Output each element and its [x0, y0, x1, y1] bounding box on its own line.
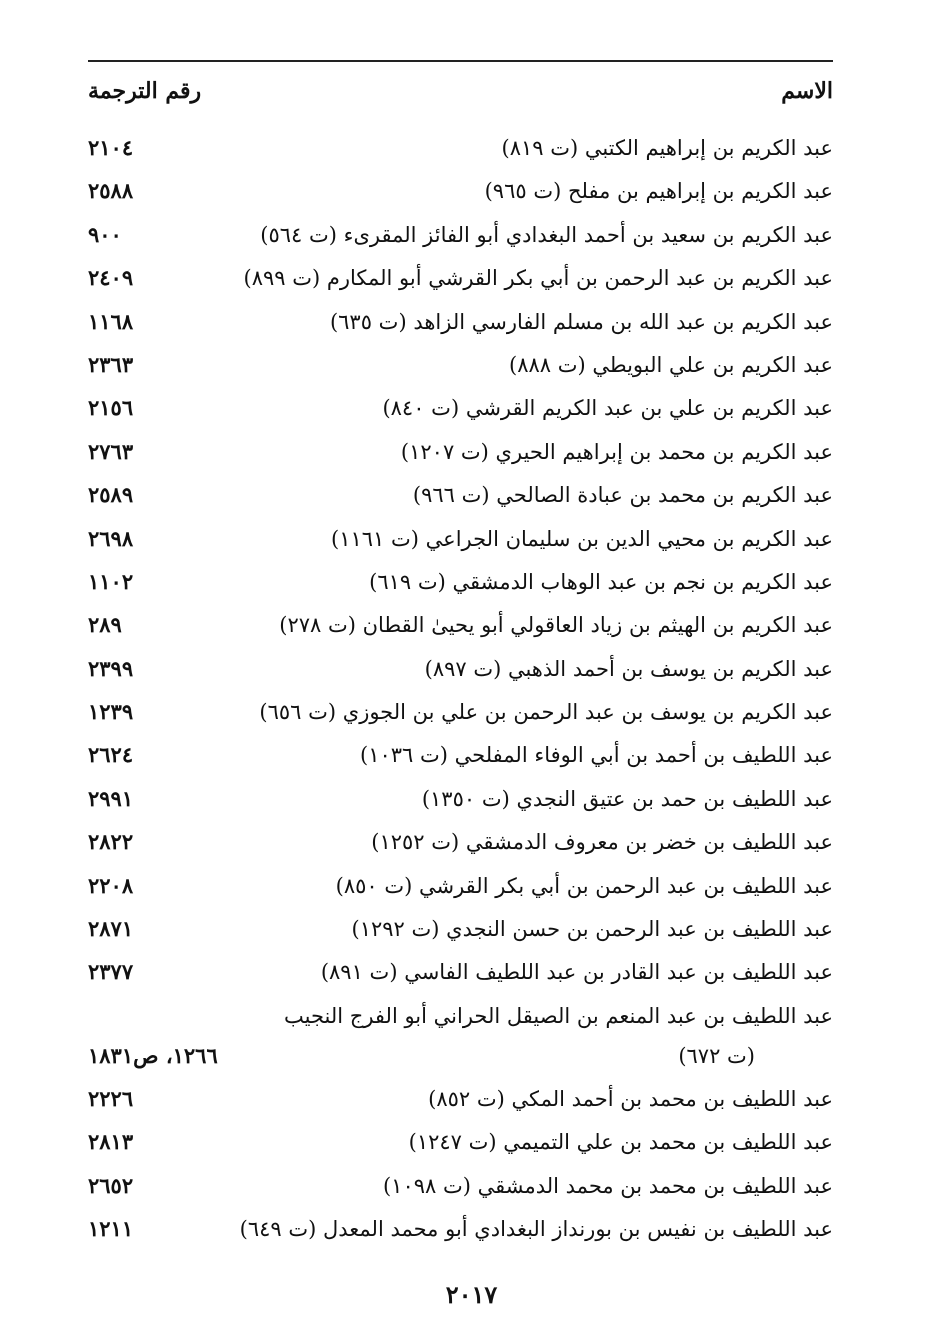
entry-number: ١٢٣٩	[88, 699, 134, 725]
entry-name: عبد اللطيف بن محمد بن علي التميمي (ت ١٢٤٧)	[408, 1130, 833, 1155]
list-item	[88, 1079, 833, 1122]
entry-name: عبد الكريم بن الهيثم بن زياد العاقولي أبو يحيىٰ القطان (ت ٢٧٨)	[279, 613, 833, 638]
entry-name: عبد اللطيف بن خضر بن معروف الدمشقي (ت ١٢٥٢)	[371, 830, 833, 855]
list-item	[88, 1209, 833, 1252]
entry-name: عبد اللطيف بن محمد بن أحمد المكي (ت ٨٥٢)	[428, 1086, 833, 1111]
entry-number: ١٢١١	[88, 1215, 134, 1241]
list-item	[88, 345, 833, 388]
page-number: ٢٠١٧	[445, 1280, 498, 1309]
list-item	[88, 128, 833, 171]
entry-name: عبد الكريم بن يوسف بن أحمد الذهبي (ت ٨٩٧)	[424, 656, 833, 681]
entry-name: عبد الكريم بن محيي الدين بن سليمان الجراعي (ت ١١٦١)	[331, 526, 833, 551]
entry-name: عبد الكريم بن نجم بن عبد الوهاب الدمشقي (ت ٦١٩)	[369, 569, 833, 594]
table-header	[88, 78, 833, 114]
list-item	[88, 692, 833, 735]
entry-number: ٢٥٨٨	[88, 178, 134, 204]
entry-name: عبد الكريم بن عبد الله بن مسلم الفارسي الزاهد (ت ٦٣٥)	[329, 309, 833, 334]
list-item	[88, 822, 833, 865]
entry-name: عبد اللطيف بن حمد بن عتيق النجدي (ت ١٣٥٠)	[421, 786, 833, 811]
entry-name: عبد الكريم بن إبراهيم بن مفلح (ت ٩٦٥)	[484, 179, 833, 204]
list-item	[88, 519, 833, 562]
entry-number: ٢٢٢٦	[88, 1085, 134, 1111]
list-item	[88, 388, 833, 431]
entry-name: عبد اللطيف بن عبد القادر بن عبد اللطيف الفاسي (ت ٨٩١)	[320, 960, 833, 985]
entry-number: ٢٨٧١	[88, 916, 134, 942]
list-item	[88, 1122, 833, 1165]
name-column-header: الاسم	[781, 78, 833, 104]
entry-number: ٢٣٦٣	[88, 351, 134, 377]
entry-number: ١١٦٨	[88, 308, 134, 334]
entry-name: عبد اللطيف بن عبد الرحمن بن حسن النجدي (ت ١٢٩٢)	[351, 917, 833, 942]
entry-name: عبد الكريم بن إبراهيم الكتبي (ت ٨١٩)	[501, 136, 833, 160]
list-item	[88, 475, 833, 518]
entry-name: عبد الكريم بن سعيد بن أحمد البغدادي أبو الفائز المقرىء (ت ٥٦٤)	[260, 222, 833, 247]
list-item	[88, 735, 833, 778]
entry-number: ٢٣٩٩	[88, 655, 134, 681]
entry-number: ٢٦٩٨	[88, 525, 134, 551]
entry-name: عبد الكريم بن عبد الرحمن بن أبي بكر القرشي أبو المكارم (ت ٨٩٩)	[243, 266, 833, 291]
list-item	[88, 1166, 833, 1209]
entry-number: ٢٤٠٩	[88, 265, 134, 291]
entry-number: ٢٢٠٨	[88, 872, 134, 898]
list-item	[88, 562, 833, 605]
list-item	[88, 605, 833, 648]
entry-number: ٢٨٩	[88, 612, 122, 638]
entry-name: عبد اللطيف بن عبد الرحمن بن أبي بكر القرشي (ت ٨٥٠)	[335, 873, 833, 898]
list-item	[88, 866, 833, 909]
entry-name: عبد الكريم بن علي بن عبد الكريم القرشي (ت ٨٤٠)	[382, 396, 833, 421]
entry-name-line1: عبد اللطيف بن عبد المنعم بن الصيقل الحراني أبو الفرج النجيب	[284, 1003, 833, 1028]
list-item	[88, 996, 833, 1079]
entry-number: ٢٩٩١	[88, 785, 134, 811]
entry-name: عبد اللطيف بن محمد بن محمد الدمشقي (ت ١٠٩٨)	[382, 1173, 833, 1198]
list-item	[88, 432, 833, 475]
entry-number: ١١٠٢	[88, 568, 134, 594]
top-rule	[88, 60, 833, 62]
entry-number: ٢٦٥٢	[88, 1172, 134, 1198]
entry-number: ٢٣٧٧	[88, 959, 134, 985]
entry-name: عبد الكريم بن يوسف بن عبد الرحمن بن علي بن الجوزي (ت ٦٥٦)	[259, 700, 833, 725]
list-item	[88, 171, 833, 214]
entry-number: ١٢٦٦، ص١٨٣١	[88, 1042, 218, 1068]
entry-name-line2: (ت ٦٧٢)	[678, 1043, 755, 1068]
entry-number: ٢٥٨٩	[88, 482, 134, 508]
list-item	[88, 649, 833, 692]
entry-number: ٢١٥٦	[88, 395, 134, 421]
list-item	[88, 215, 833, 258]
entry-number: ٩٠٠	[88, 221, 122, 247]
entry-number: ٢٨٢٢	[88, 829, 134, 855]
entry-name: عبد اللطيف بن نفيس بن بورنداز البغدادي أبو محمد المعدل (ت ٦٤٩)	[239, 1216, 833, 1241]
list-item	[88, 909, 833, 952]
entry-number: ٢٨١٣	[88, 1129, 134, 1155]
entry-name: عبد الكريم بن محمد بن عبادة الصالحي (ت ٩٦٦)	[412, 483, 833, 508]
entry-name: عبد اللطيف بن أحمد بن أبي الوفاء المفلحي (ت ١٠٣٦)	[360, 743, 833, 768]
number-column-header: رقم الترجمة	[88, 78, 202, 104]
list-item	[88, 302, 833, 345]
entry-name: عبد الكريم بن علي البويطي (ت ٨٨٨)	[509, 352, 833, 377]
list-item	[88, 258, 833, 301]
list-item	[88, 779, 833, 822]
entry-number: ٢٧٦٣	[88, 438, 134, 464]
entries-list	[88, 128, 833, 1252]
entry-name: عبد الكريم بن محمد بن إبراهيم الحيري (ت ١٢٠٧)	[400, 439, 833, 464]
list-item	[88, 952, 833, 995]
entry-number: ٢١٠٤	[88, 135, 134, 160]
entry-number: ٢٦٢٤	[88, 742, 134, 768]
